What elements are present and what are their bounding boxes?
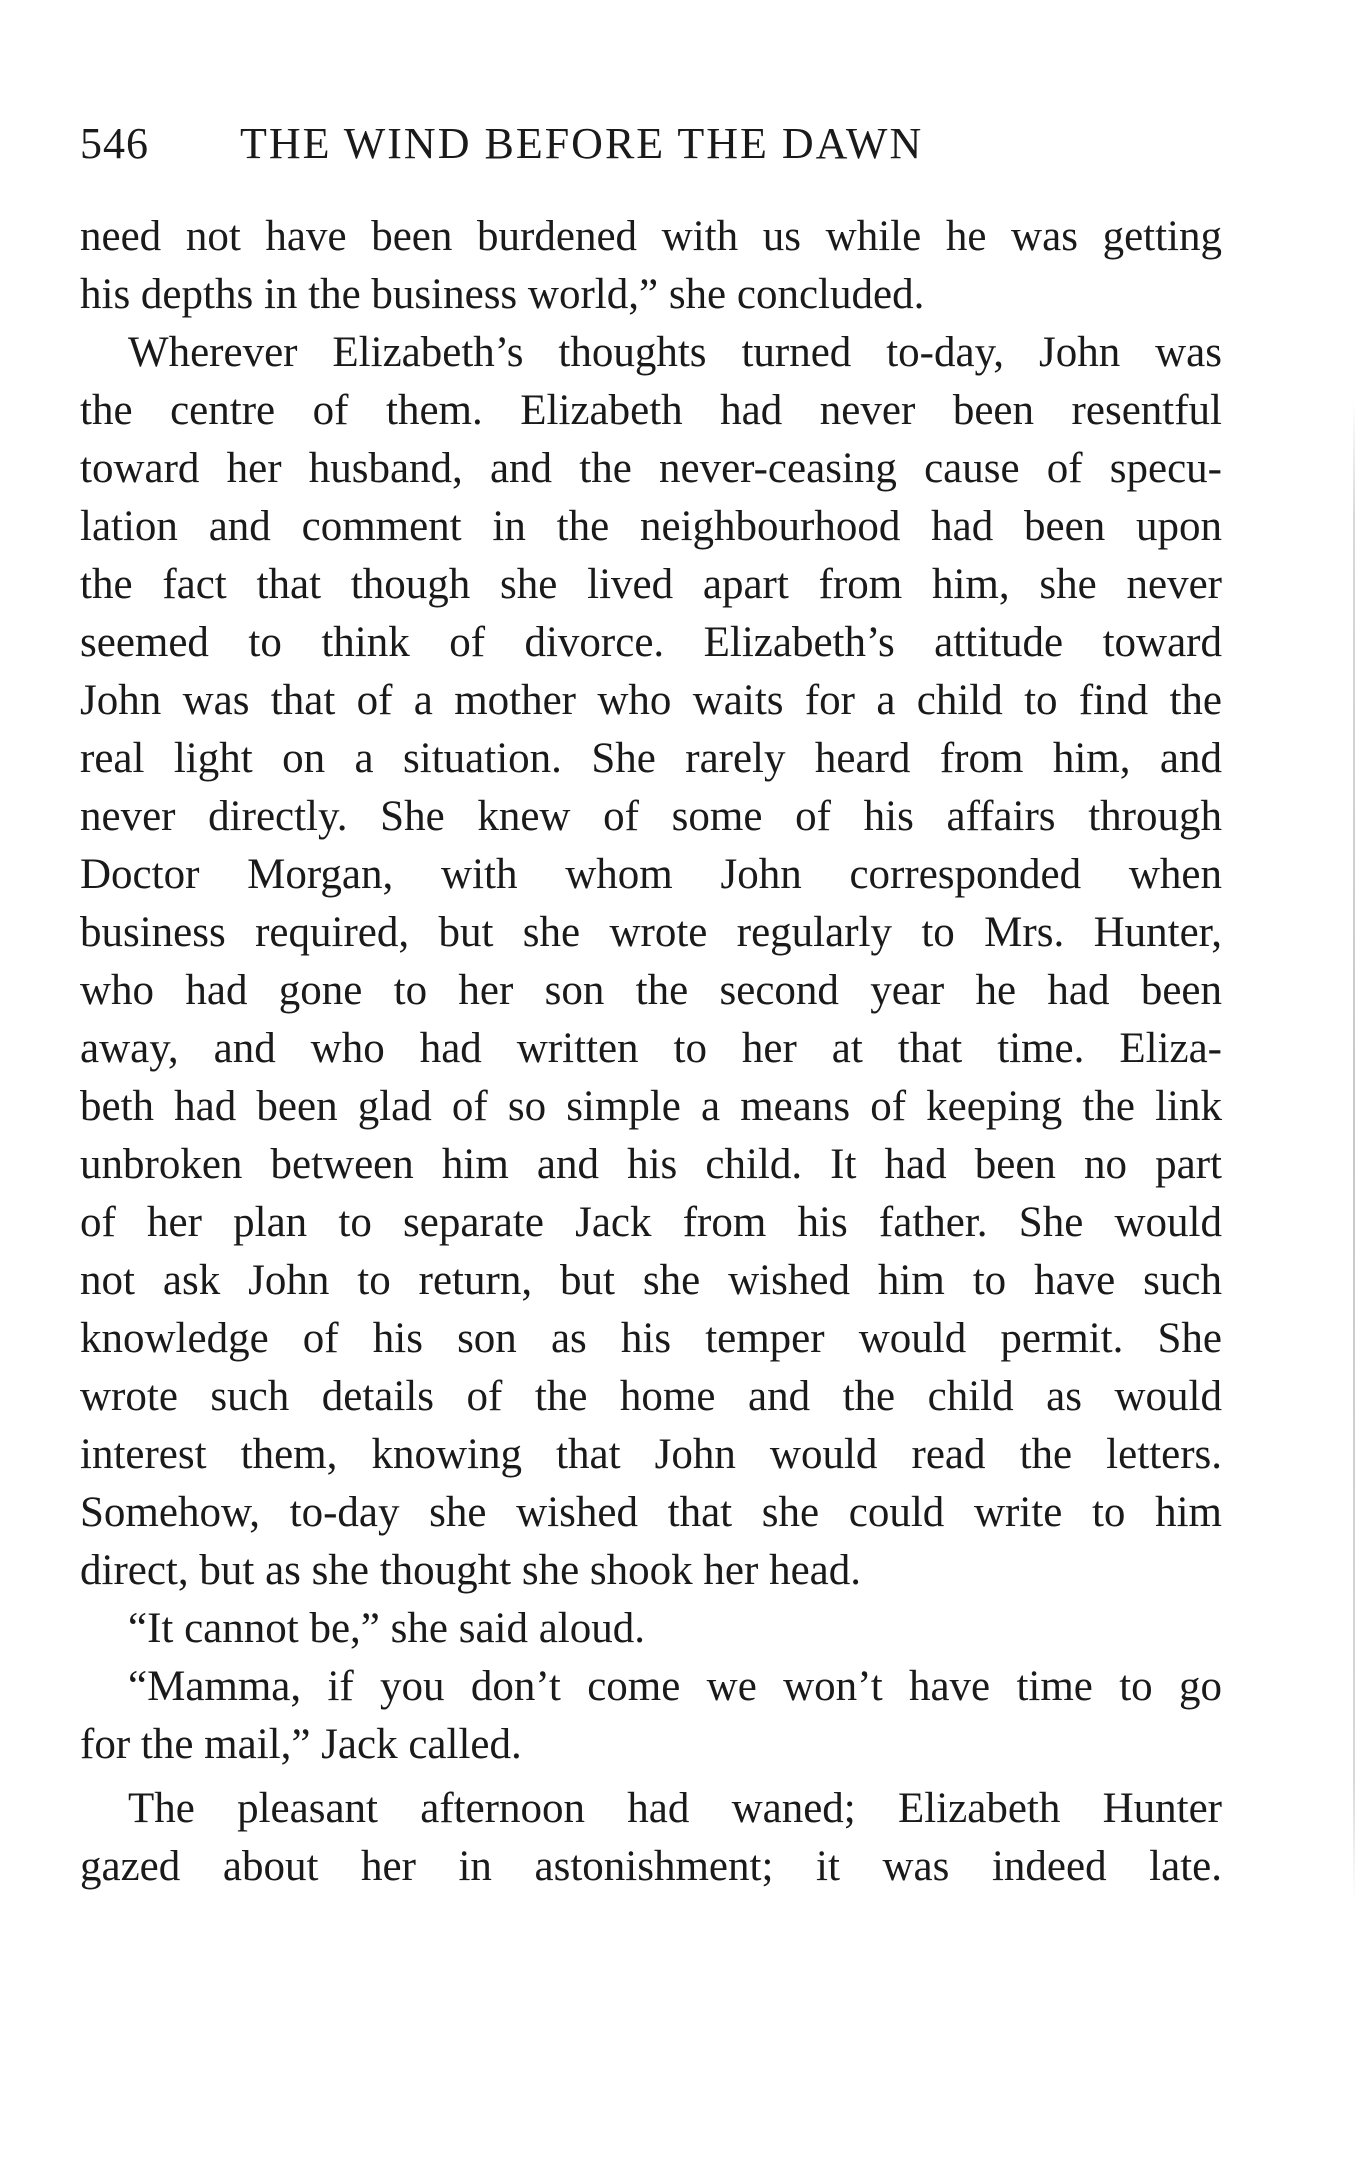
text-line: not ask John to return, but she wished him to have such — [80, 1257, 1222, 1304]
text-line: direct, but as she thought she shook her head. — [80, 1547, 861, 1594]
page-number: 546 — [80, 119, 149, 168]
book-title: THE WIND BEFORE THE DAWN — [240, 119, 924, 168]
text-line: lation and comment in the neighbourhood had been upon — [80, 503, 1222, 550]
text-line: seemed to think of divorce. Elizabeth’s attitude toward — [80, 619, 1222, 666]
text-line: John was that of a mother who waits for a child to find the — [80, 677, 1222, 724]
text-line: business required, but she wrote regularly to Mrs. Hunter, — [80, 909, 1222, 956]
text-line: the fact that though she lived apart from him, she never — [80, 561, 1222, 608]
text-line: wrote such details of the home and the child as would — [80, 1373, 1222, 1420]
text-line: unbroken between him and his child. It had been no part — [80, 1141, 1222, 1188]
text-line: interest them, knowing that John would read the letters. — [80, 1431, 1222, 1478]
text-line: need not have been burdened with us while he was getting — [80, 213, 1222, 260]
running-head — [80, 118, 1230, 178]
text-line: knowledge of his son as his temper would permit. She — [80, 1315, 1222, 1362]
page-edge-shadow — [1353, 400, 1355, 1900]
text-line: gazed about her in astonishment; it was indeed late. — [80, 1843, 1222, 1890]
text-line: beth had been glad of so simple a means of keeping the link — [80, 1083, 1222, 1130]
text-line: Somehow, to-day she wished that she could write to him — [80, 1489, 1222, 1536]
text-line: the centre of them. Elizabeth had never been resentful — [80, 387, 1222, 434]
body-text — [80, 208, 1222, 1896]
text-line: real light on a situation. She rarely heard from him, and — [80, 735, 1222, 782]
paragraph-start-line: “Mamma, if you don’t come we won’t have time to go — [128, 1663, 1222, 1710]
text-line: who had gone to her son the second year he had been — [80, 967, 1222, 1014]
paragraph-start-line: The pleasant afternoon had waned; Elizabeth Hunter — [128, 1785, 1222, 1832]
text-line: for the mail,” Jack called. — [80, 1721, 522, 1768]
paragraph-start-line: “It cannot be,” she said aloud. — [128, 1605, 646, 1652]
text-line: away, and who had written to her at that time. Eliza- — [80, 1025, 1222, 1072]
text-line: his depths in the business world,” she concluded. — [80, 271, 925, 318]
text-line: of her plan to separate Jack from his father. She would — [80, 1199, 1222, 1246]
text-line: never directly. She knew of some of his affairs through — [80, 793, 1222, 840]
text-line: toward her husband, and the never-ceasing cause of specu- — [80, 445, 1222, 492]
text-line: Doctor Morgan, with whom John corresponded when — [80, 851, 1222, 898]
paragraph-start-line: Wherever Elizabeth’s thoughts turned to-day, John was — [128, 329, 1222, 376]
